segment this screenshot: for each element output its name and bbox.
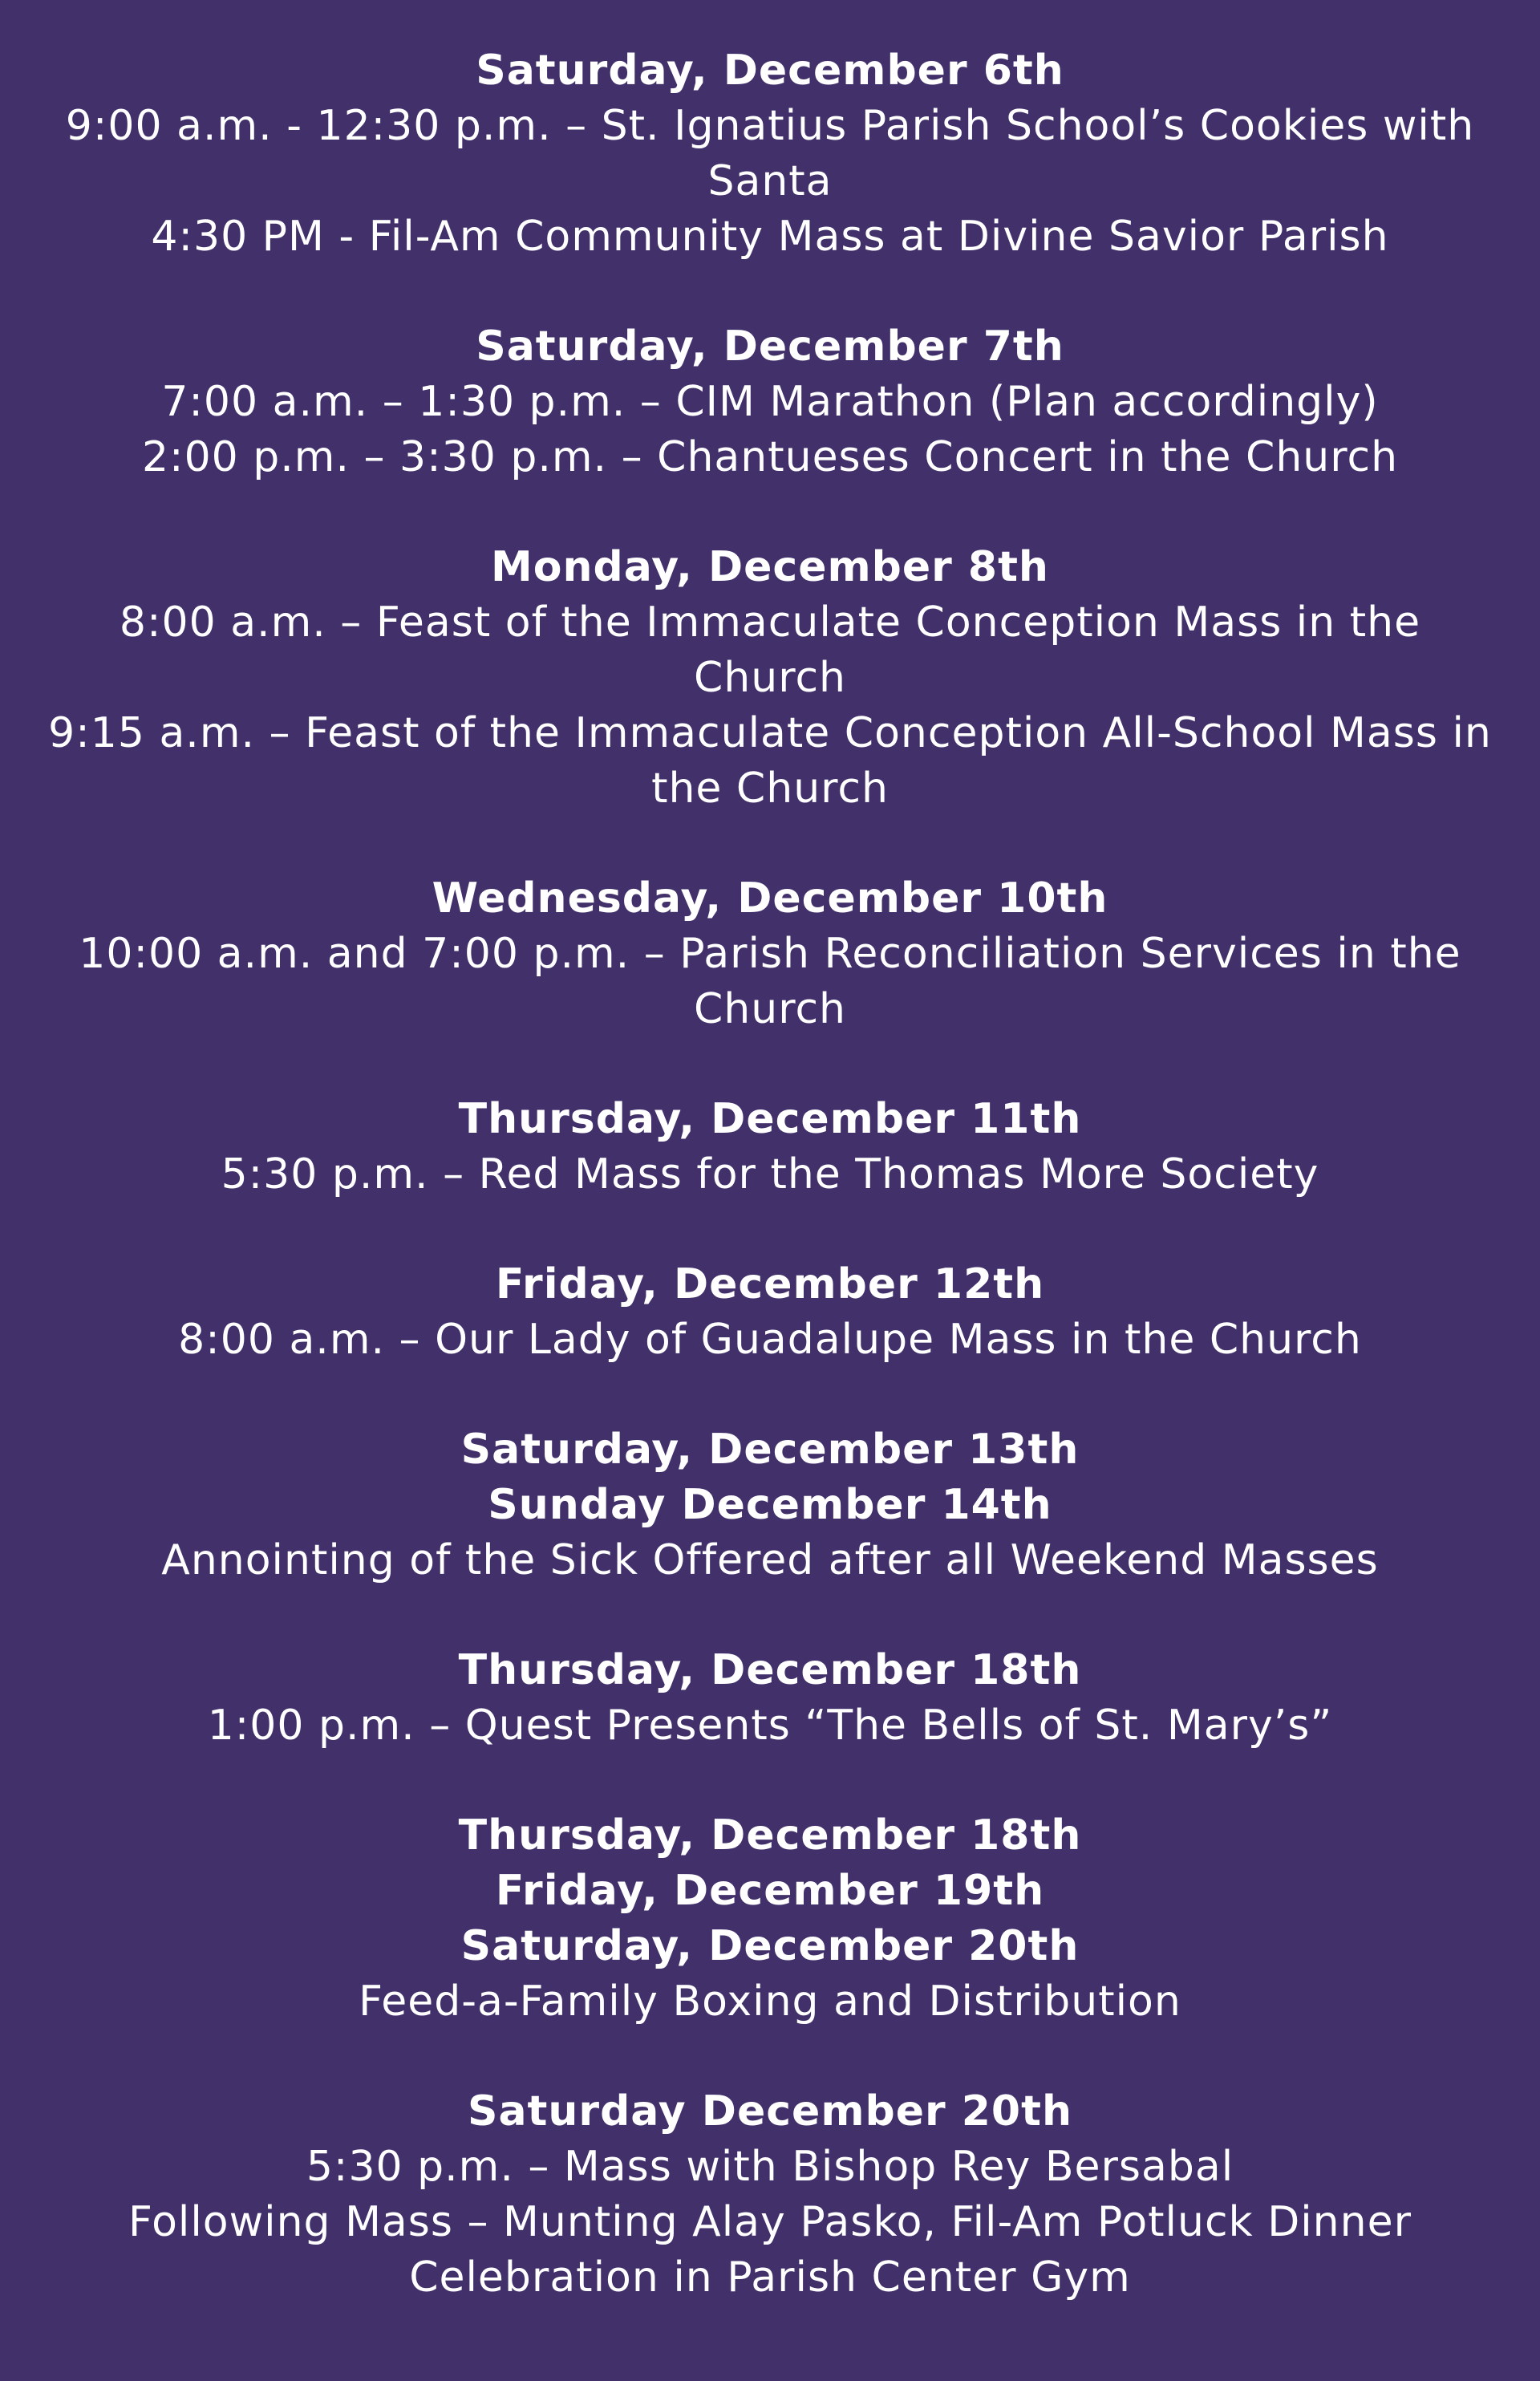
schedule-date: Friday, December 19th xyxy=(495,1867,1045,1915)
schedule-event: 10:00 a.m. and 7:00 p.m. – Parish Reconciliation Services in the Church xyxy=(79,930,1461,1033)
schedule-event: 7:00 a.m. – 1:30 p.m. – CIM Marathon (Plan accordingly) xyxy=(161,378,1379,426)
schedule-event: 8:00 a.m. – Our Lady of Guadalupe Mass in the Church xyxy=(178,1316,1362,1364)
schedule-event: 8:00 a.m. – Feast of the Immaculate Conception Mass in the Church xyxy=(119,598,1421,702)
schedule-event: 5:30 p.m. – Mass with Bishop Rey Bersabal xyxy=(306,2143,1234,2191)
schedule-date: Thursday, December 18th xyxy=(458,1646,1082,1694)
schedule-block xyxy=(48,540,1492,817)
schedule-event: 1:00 p.m. – Quest Presents “The Bells of St. Mary’s” xyxy=(207,1702,1333,1750)
schedule-block xyxy=(48,1257,1492,1368)
schedule-event: 9:00 a.m. - 12:30 p.m. – St. Ignatius Parish School’s Cookies with Santa xyxy=(65,102,1475,205)
schedule-event: 2:00 p.m. – 3:30 p.m. – Chantueses Concert in the Church xyxy=(141,433,1399,481)
schedule-event: 5:30 p.m. – Red Mass for the Thomas More Society xyxy=(221,1150,1319,1199)
schedule-event: Feed-a-Family Boxing and Distribution xyxy=(359,1977,1181,2026)
schedule-date: Saturday, December 13th xyxy=(460,1426,1080,1474)
schedule-block xyxy=(48,1422,1492,1588)
schedule-date: Saturday, December 20th xyxy=(460,1922,1080,1970)
schedule-block xyxy=(48,1643,1492,1754)
schedule-date: Wednesday, December 10th xyxy=(432,874,1108,923)
schedule-date: Monday, December 8th xyxy=(491,543,1049,591)
schedule-date: Friday, December 12th xyxy=(495,1260,1045,1308)
schedule-block xyxy=(48,1092,1492,1203)
schedule-date: Sunday December 14th xyxy=(488,1481,1052,1529)
schedule-block xyxy=(48,2084,1492,2306)
schedule-block xyxy=(48,43,1492,265)
schedule-event: 4:30 PM - Fil-Am Community Mass at Divine Savior Parish xyxy=(151,213,1389,261)
schedule-date: Thursday, December 18th xyxy=(458,1811,1082,1860)
schedule-block xyxy=(48,871,1492,1037)
schedule-block xyxy=(48,319,1492,485)
schedule-date: Thursday, December 11th xyxy=(458,1095,1082,1143)
schedule-event: Following Mass – Munting Alay Pasko, Fil-Am Potluck Dinner Celebration in Parish Center Gym xyxy=(128,2198,1412,2302)
schedule-block xyxy=(48,1808,1492,2030)
schedule-date: Saturday, December 6th xyxy=(476,47,1064,95)
schedule-event: 9:15 a.m. – Feast of the Immaculate Conception All-School Mass in the Church xyxy=(48,709,1492,813)
schedule-date: Saturday, December 7th xyxy=(476,322,1064,371)
schedule-date: Saturday December 20th xyxy=(468,2087,1072,2136)
schedule-event: Annointing of the Sick Offered after all Weekend Masses xyxy=(161,1536,1379,1584)
